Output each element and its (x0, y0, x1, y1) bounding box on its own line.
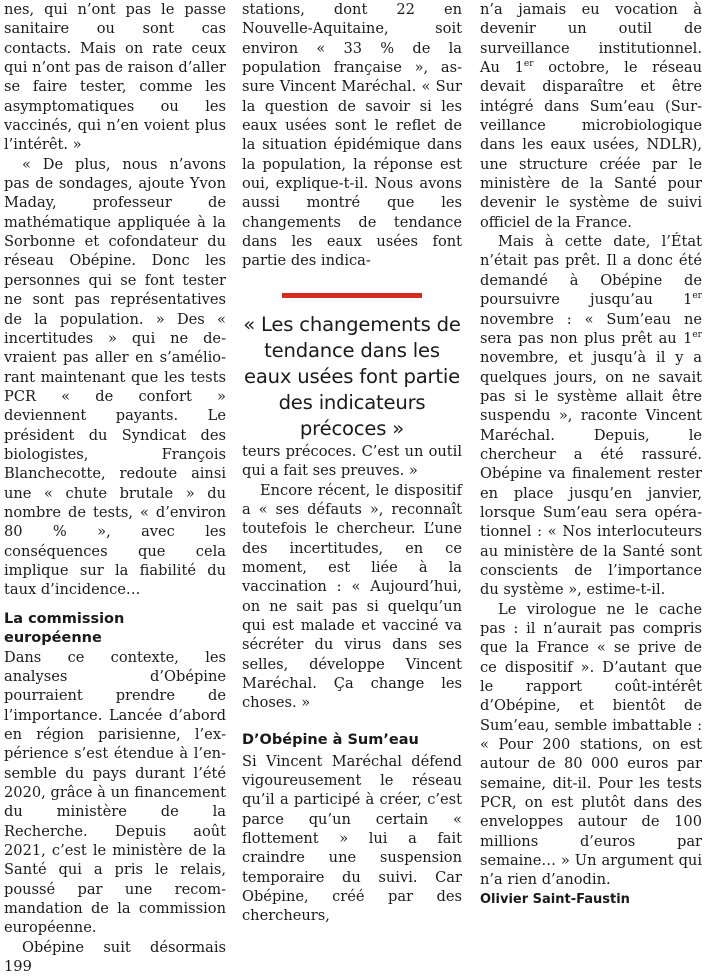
paragraph: « De plus, nous n’avons pas de sondages, ajoute Yvon Maday, professeur de mathématique appliquée à la Sorbonne et cofondateur du réseau Obépine. Donc les personnes qui se font tester ne sont pas représentatives de la population. » Des « incertitudes » qui ne devraient pas aller en s’améliorant maintenant que les tests PCR « de confort » deviennent payants. Le président du Syndicat des biologistes, François Blanchecotte, redoute ainsi une « chute brutale » du nombre de tests, « d’environ 80 % », avec les conséquences que cela implique sur la fiabilité du taux d’incidence… (4, 155, 226, 599)
paragraph (480, 0, 702, 232)
text-run: novembre : « Sum’eau ne sera pas non plus prêt au 1 (480, 310, 702, 347)
paragraph: Le virologue ne le cache pas : il n’aurait pas compris que la France « se prive de ce dispositif ». D’autant que le rapport coût-intérêt d’Obépine, et bientôt de Sum’eau, semble imbattable : « Pour 200 stations, on est autour de 80 000 euros par semaine, dit-il. Pour les tests PCR, on est plutôt dans des enveloppes autour de 100 millions d’euros par semaine… » Un argument qui n’a rien d’anodin. (480, 600, 702, 889)
pullquote: « Les changements de tendance dans les eaux usées font partie des indicateurs précoces » (243, 312, 461, 440)
paragraph: Si Vincent Maréchal défend vigoureusement le réseau qu’il a participé à créer, c’est parce qu’un certain « flottement » lui a fait craindre une suspension temporaire du suivi. Car Obépine, créé par des chercheurs, (242, 752, 462, 925)
paragraph: Obépine suit désormais 199 (4, 938, 226, 976)
superscript: er (692, 329, 702, 340)
text-run: novembre, et jusqu’à il y a quelques jours, on ne savait pas si le système allait être suspendu », raconte Vincent Maréchal. Depuis, le chercheur a été rassuré. Obépine va finalement rester en place jusqu’en janvier, lorsque Sum’eau sera opérationnel : « Nos interlocuteurs au ministère de la Santé sont conscients de l’importance du système », estime-t-il. (480, 349, 702, 599)
superscript: er (523, 59, 534, 70)
article-column-1 (4, 0, 226, 977)
byline: Olivier Saint-Faustin (480, 891, 630, 907)
text-run: Mais à cette date, l’État n’était pas prêt. Il a donc été demandé à Obépine de poursuivre jusqu’au 1 (480, 233, 702, 309)
paragraph: teurs précoces. C’est un outil qui a fait ses preuves. » (242, 442, 462, 480)
article-column-2 (242, 0, 462, 926)
paragraph: stations, dont 22 en Nouvelle-Aquitaine, soit environ « 33 % de la population française », assure Vincent Maréchal. « Sur la question de savoir si les eaux usées sont le reflet de la situation épidémique dans la population, la réponse est oui, explique-t-il. Nous avons aussi montré que les changements de tendance dans les eaux usées font partie des indica- (242, 1, 462, 270)
article-column-3 (480, 0, 702, 909)
subheading: La commission européenne (4, 610, 125, 646)
paragraph (480, 232, 702, 600)
text-run: n’a jamais eu vocation à devenir un outil de surveillance institutionnel. Au 1 (480, 1, 702, 77)
pullquote-rule (282, 293, 422, 298)
text-run: octobre, le réseau devait disparaître et être intégré dans Sum’eau (Surveillance microbiologique dans les eaux usées, NDLR), une structure créée par le ministère de la Santé pour devenir le système de suivi officiel de la France. (480, 59, 702, 231)
subheading: D’Obépine à Sum’eau (242, 731, 419, 748)
paragraph: Encore récent, le dispositif a « ses défauts », reconnaît toutefois le chercheur. L’une des incertitudes, en ce moment, est liée à la vaccination : « Aujourd’hui, on ne sait pas si quelqu’un qui est malade et vacciné va sécréter du virus dans ses selles, développe Vincent Maréchal. Ça change les choses. » (242, 481, 462, 712)
paragraph: nes, qui n’ont pas le passe sanitaire ou sont cas contacts. Mais on rate ceux qui n’ont pas de raison d’aller se faire tester, comme les asymptomatiques ou les vaccinés, qui n’en voient plus l’intérêt. » (4, 1, 226, 154)
superscript: er (692, 291, 702, 302)
paragraph: Dans ce contexte, les analyses d’Obépine pourraient prendre de l’importance. Lancée d’abord en région parisienne, l’expérience s’est étendue à l’ensemble du pays durant l’été 2020, grâce à un financement du ministère de la Recherche. Depuis août 2021, c’est le ministère de la Santé qui a pris le relais, poussé par une recommandation de la commission européenne. (4, 648, 226, 937)
